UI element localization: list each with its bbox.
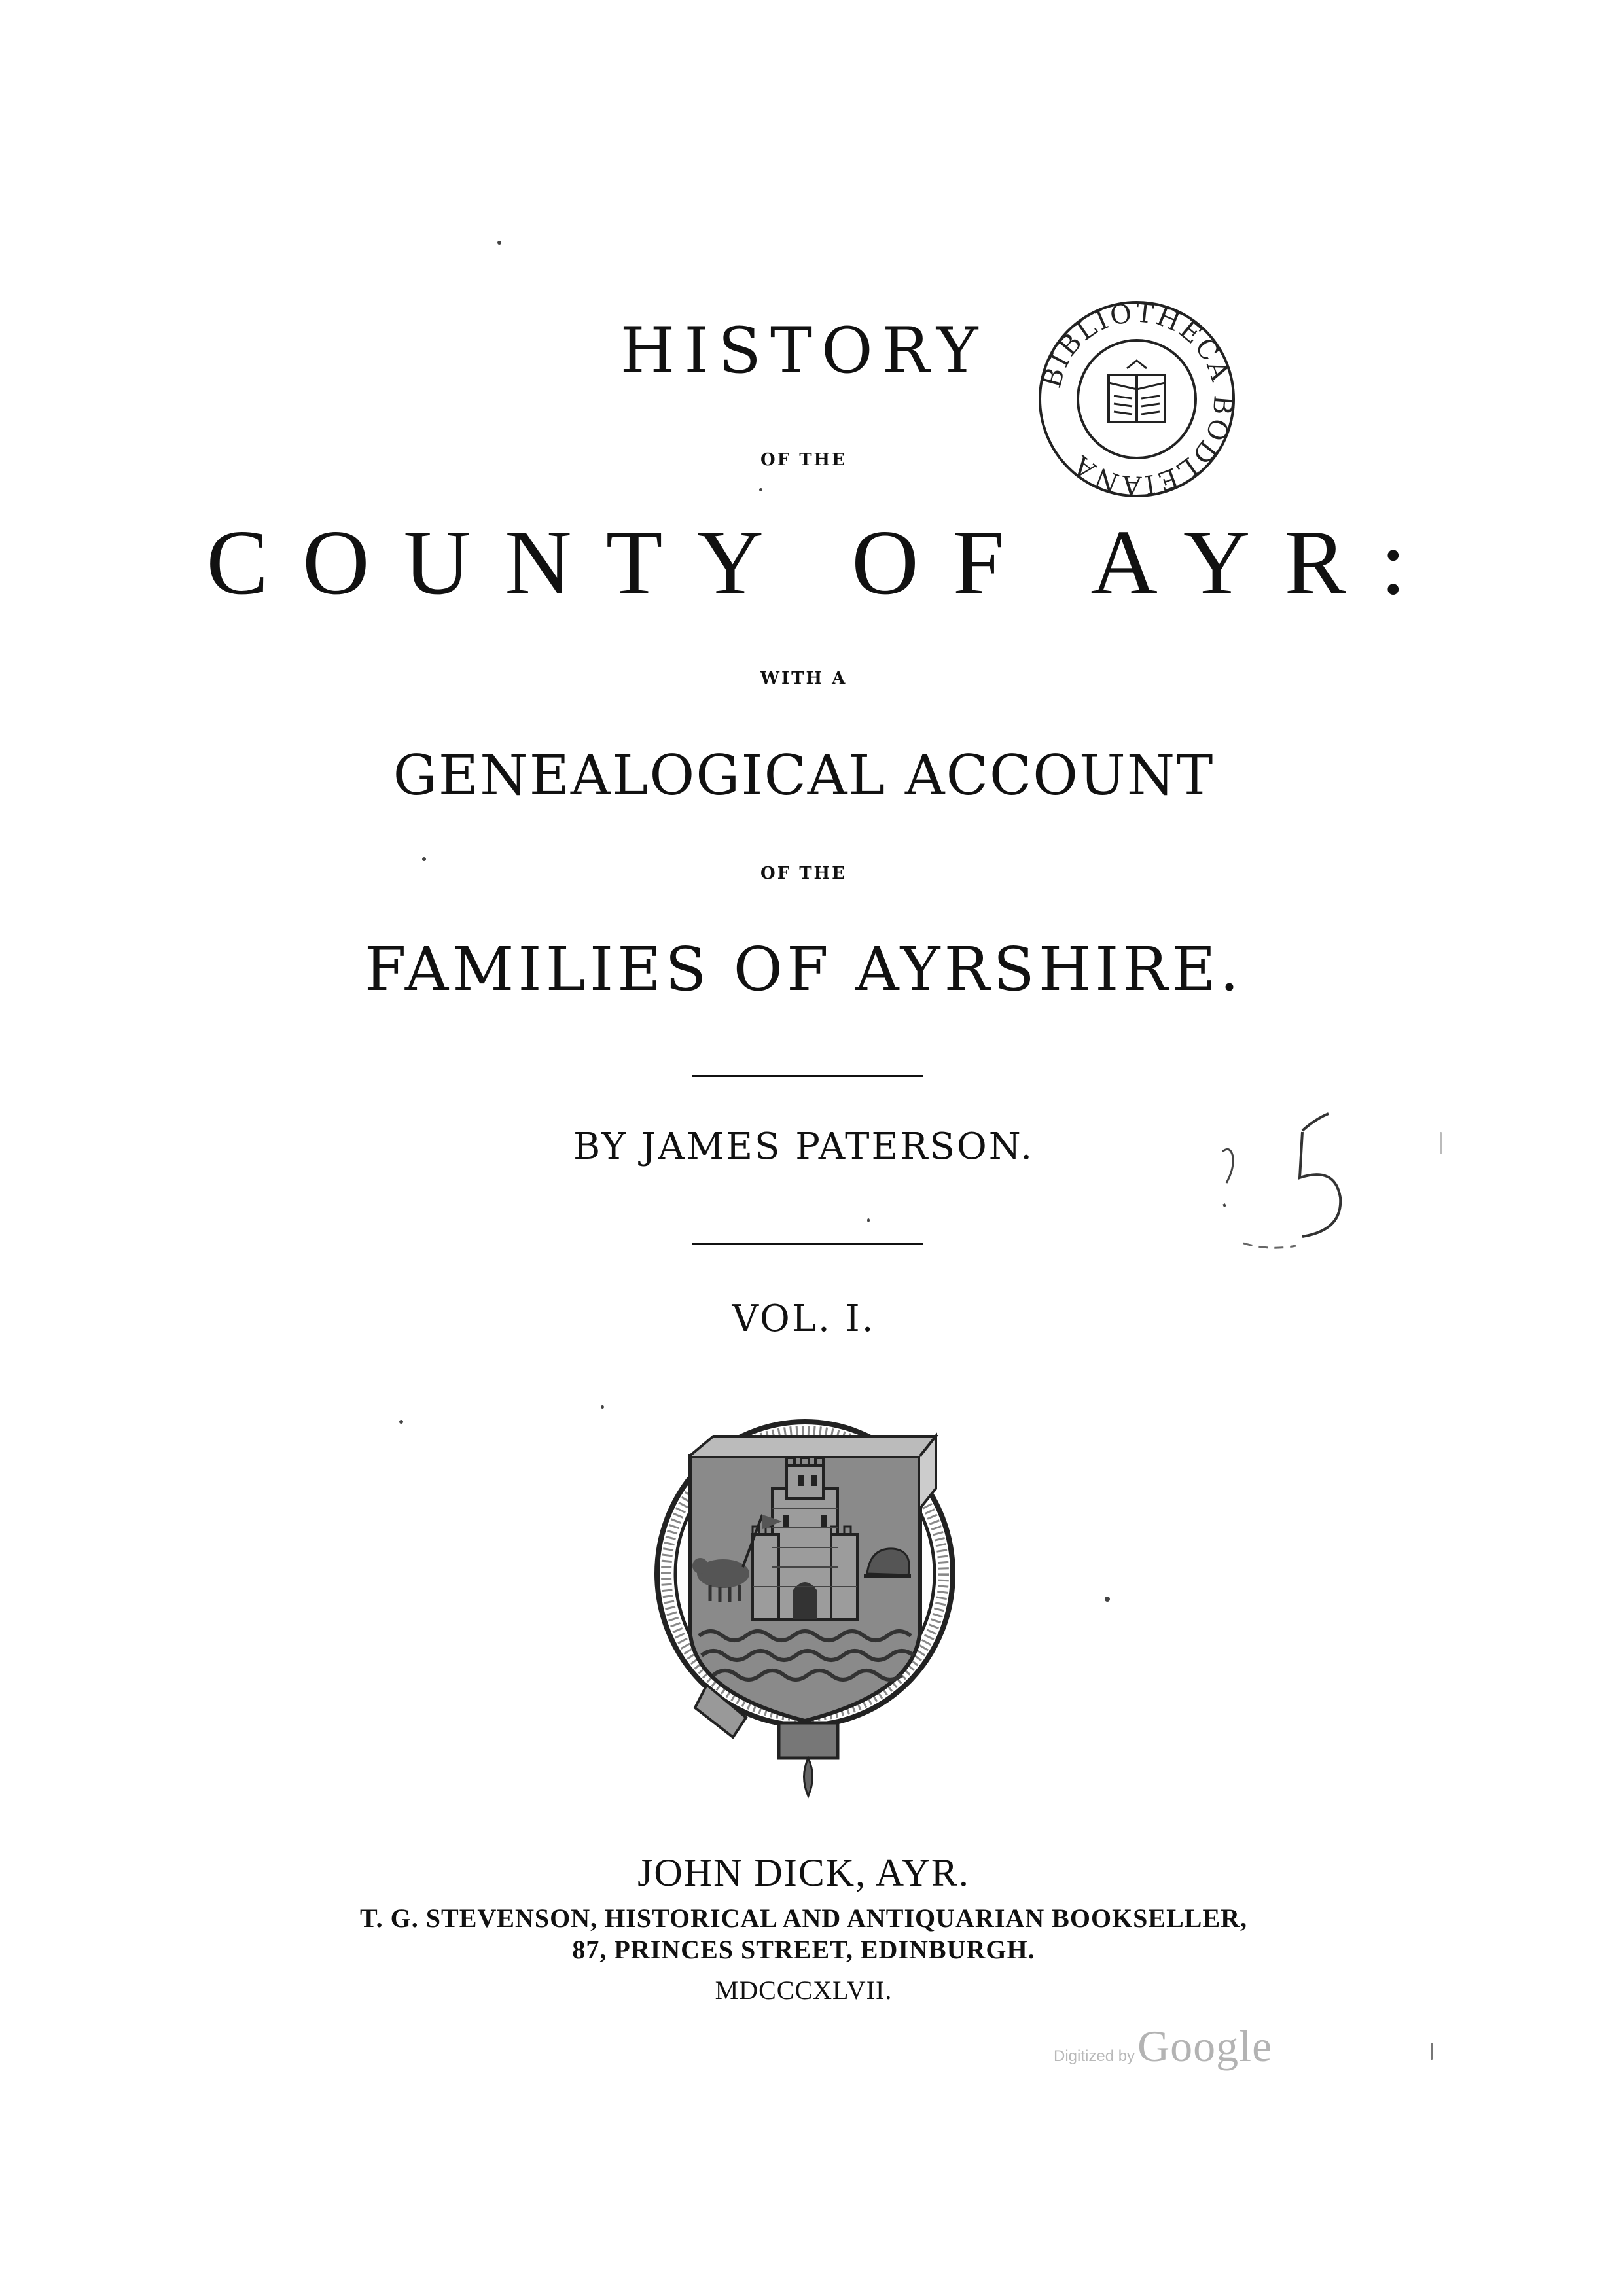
volume-line: VOL. I. [732,1298,876,1340]
library-stamp [1035,298,1238,501]
handwritten-shelfmark [1204,1106,1381,1269]
google-digitized-watermark [1054,2021,1315,2073]
paper-speck [497,241,501,245]
paper-speck [399,1420,403,1424]
title-history: HISTORY [620,314,988,387]
divider-rule-bottom [692,1243,923,1245]
divider-rule-top [692,1075,923,1077]
publisher-line: JOHN DICK, AYR. [637,1851,970,1894]
author-line: BY JAMES PATERSON. [573,1125,1034,1168]
paper-speck [1105,1597,1110,1602]
title-families-of-ayrshire: FAMILIES OF AYRSHIRE. [364,934,1243,1004]
title-of-the-1: OF THE [760,450,847,470]
title-genealogical-account: GENEALOGICAL ACCOUNT [393,743,1215,807]
address-line: 87, PRINCES STREET, EDINBURGH. [572,1935,1035,1964]
paper-speck [759,488,762,491]
paper-speck [1440,1132,1442,1154]
watermark-digitized-label: Digitized by [1054,2047,1135,2065]
title-of-the-2: OF THE [760,864,847,883]
ayr-coat-of-arms [648,1410,962,1803]
stamp-text: BIBLIOTHECA BODLEIANA [1037,298,1238,501]
watermark-google-logo: Google [1137,2021,1273,2071]
paper-speck [1431,2043,1433,2060]
title-county-of-ayr: COUNTY OF AYR: [206,510,1440,614]
stamp-book-icon [1109,361,1165,422]
year-line: MDCCCXLVII. [715,1975,893,2005]
paper-speck [422,857,426,861]
paper-speck [601,1405,604,1409]
title-with-a: WITH A [760,669,847,688]
paper-speck [867,1218,870,1222]
bookseller-line: T. G. STEVENSON, HISTORICAL AND ANTIQUARIAN BOOKSELLER, [359,1903,1248,1933]
